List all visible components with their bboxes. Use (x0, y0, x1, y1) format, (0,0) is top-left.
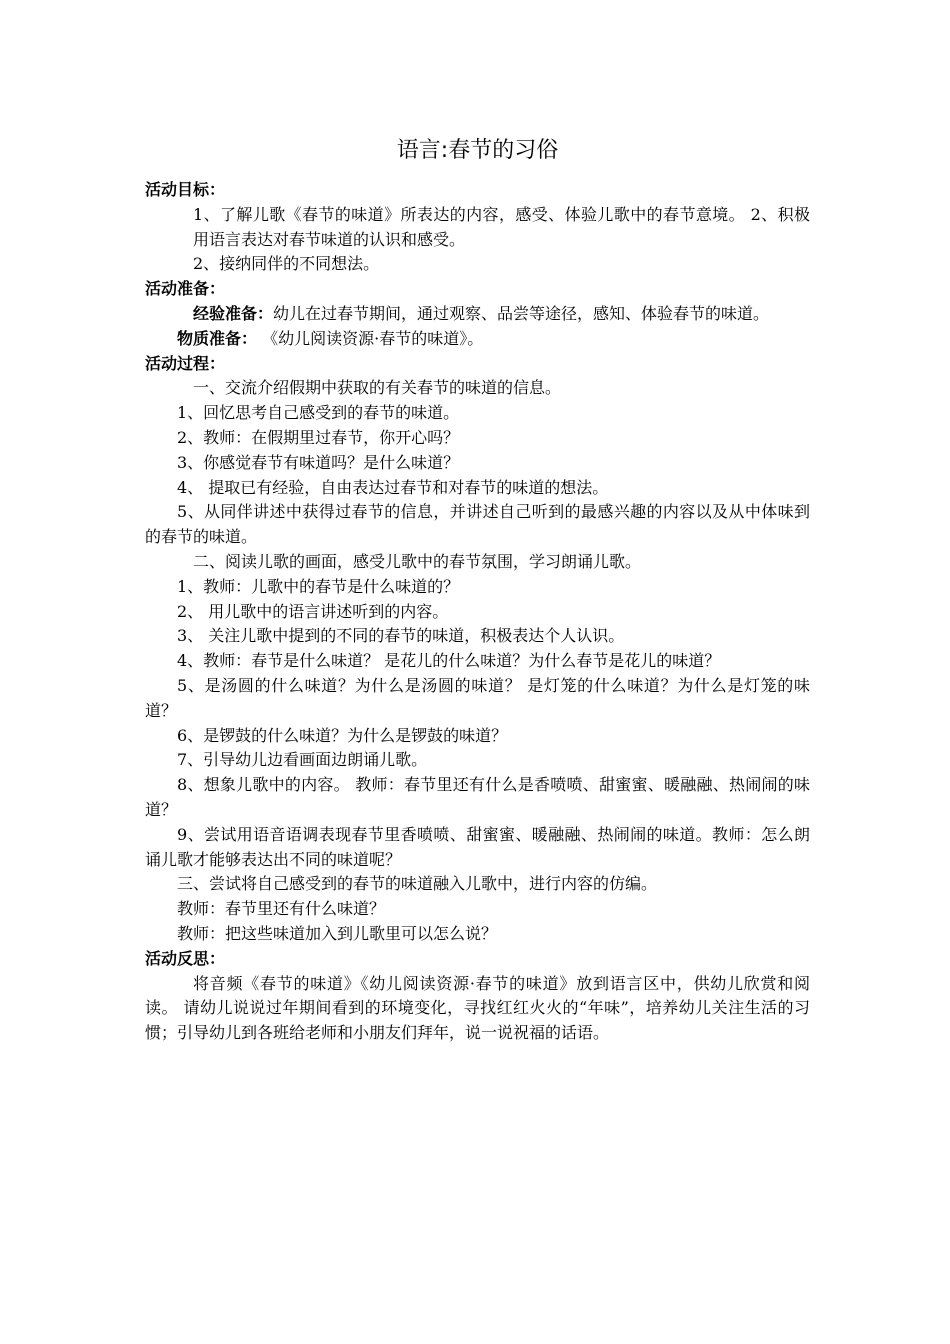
process-paragraph: 6、是锣鼓的什么味道？为什么是锣鼓的味道？ (177, 725, 508, 745)
goal-item: 1、了解儿歌《春节的味道》所表达的内容，感受、体验儿歌中的春节意境。 2、积极用语言表达对春节味道的认识和感受。 (193, 204, 810, 249)
process-paragraph: 7、引导幼儿边看画面边朗诵儿歌。 (177, 750, 428, 770)
material-preparation (145, 327, 810, 352)
process-paragraph: 2、教师：在假期里过春节，你开心吗？ (177, 427, 460, 447)
goal-item: 2、接纳同伴的不同想法。 (193, 254, 380, 274)
process-paragraph: 三、尝试将自己感受到的春节的味道融入儿歌中，进行内容的仿编。 (177, 874, 658, 894)
goals-heading: 活动目标： (145, 180, 226, 199)
experience-preparation (145, 302, 810, 327)
process-paragraph: 5、是汤圆的什么味道？为什么是汤圆的味道？ 是灯笼的什么味道？为什么是灯笼的味道？ (145, 675, 810, 720)
material-label: 物质准备： (177, 328, 258, 348)
process-paragraph: 4、教师：春节是什么味道？ 是花儿的什么味道？为什么春节是花儿的味道？ (177, 651, 721, 671)
process-heading: 活动过程： (145, 353, 226, 373)
document-page (145, 136, 810, 1046)
process-paragraph: 2、 用儿歌中的语言讲述听到的内容。 (177, 601, 449, 621)
experience-label: 经验准备： (193, 303, 274, 323)
process-paragraph: 8、想象儿歌中的内容。 教师：春节里还有什么是香喷喷、甜蜜蜜、暖融融、热闹闹的味道？ (145, 775, 810, 819)
process-paragraph: 1、回忆思考自己感受到的春节的味道。 (177, 403, 460, 423)
process-paragraph: 5、从同伴讲述中获得过春节的信息，并讲述自己听到的最感兴趣的内容以及从中体味到的春节的味道。 (145, 502, 810, 547)
process-paragraph: 4、 提取已有经验，自由表达过春节和对春节的味道的想法。 (177, 477, 609, 497)
process-paragraph: 3、 关注儿歌中提到的不同的春节的味道，积极表达个人认识。 (177, 626, 625, 646)
process-paragraph: 教师：把这些味道加入到儿歌里可以怎么说？ (177, 923, 498, 943)
reflection-text: 将音频《春节的味道》《幼儿阅读资源·春节的味道》放到语言区中，供幼儿欣赏和阅读。 请幼儿说说过年期间看到的环境变化，寻找红红火火的“年味”，培养幼儿关注生活的习惯；引导幼儿到各班给老师和小朋友们拜年，说一说祝福的话语。 (145, 973, 810, 1043)
material-text: 《幼儿阅读资源·春节的味道》。 (257, 328, 484, 348)
process-paragraph: 教师：春节里还有什么味道？ (177, 899, 386, 919)
preparation-heading: 活动准备： (145, 279, 226, 299)
process-paragraph: 1、教师：儿歌中的春节是什么味道的？ (177, 576, 460, 596)
process-paragraph: 二、阅读儿歌的画面，感受儿歌中的春节氛围，学习朗诵儿歌。 (193, 551, 642, 571)
process-paragraph: 9、尝试用语音语调表现春节里香喷喷、甜蜜蜜、暖融融、热闹闹的味道。教师：怎么朗诵儿歌才能够表达出不同的味道呢？ (145, 824, 810, 869)
process-paragraph: 一、交流介绍假期中获取的有关春节的味道的信息。 (193, 378, 562, 398)
reflection-heading: 活动反思： (145, 948, 226, 968)
experience-text: 幼儿在过春节期间，通过观察、品尝等途径，感知、体验春节的味道。 (273, 303, 770, 323)
page-title: 语言:春节的习俗 (396, 138, 559, 163)
process-paragraph: 3、你感觉春节有味道吗？是什么味道？ (177, 452, 460, 472)
